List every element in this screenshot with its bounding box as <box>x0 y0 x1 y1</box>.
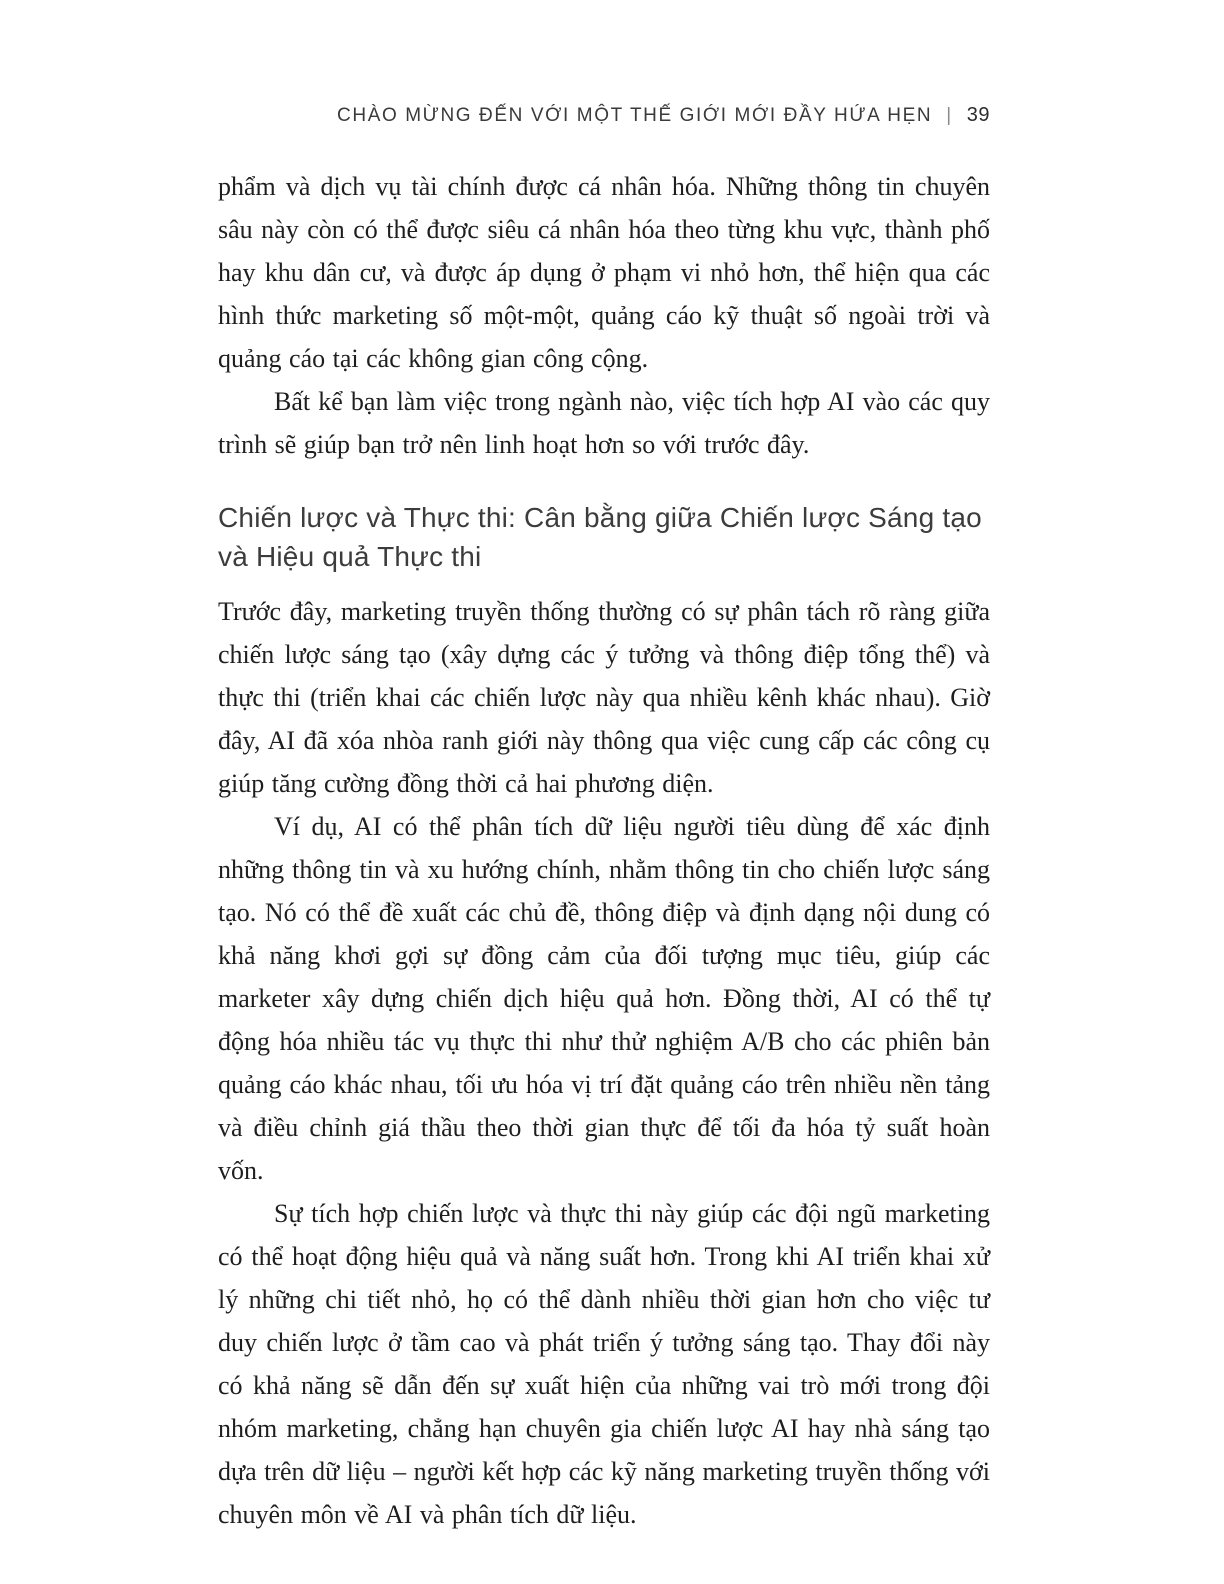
paragraph: phẩm và dịch vụ tài chính được cá nhân hóa. Những thông tin chuyên sâu này còn có thể được siêu cá nhân hóa theo từng khu vực, thành phố hay khu dân cư, và được áp dụng ở phạm vi nhỏ hơn, thể hiện qua các hình thức marketing số một-một, quảng cáo kỹ thuật số ngoài trời và quảng cáo tại các không gian công cộng. <box>218 172 990 373</box>
page-header <box>218 0 990 127</box>
page-number: 39 <box>966 104 990 126</box>
page-content <box>218 0 990 1536</box>
paragraph: Trước đây, marketing truyền thống thường có sự phân tách rõ ràng giữa chiến lược sáng tạo (xây dựng các ý tưởng và thông điệp tổng thể) và thực thi (triển khai các chiến lược này qua nhiều kênh khác nhau). Giờ đây, AI đã xóa nhòa ranh giới này thông qua việc cung cấp các công cụ giúp tăng cường đồng thời cả hai phương diện. <box>218 597 990 798</box>
paragraph: Ví dụ, AI có thể phân tích dữ liệu người tiêu dùng để xác định những thông tin và xu hướng chính, nhằm thông tin cho chiến lược sáng tạo. Nó có thể đề xuất các chủ đề, thông điệp và định dạng nội dung có khả năng khơi gợi sự đồng cảm của đối tượng mục tiêu, giúp các marketer xây dựng chiến dịch hiệu quả hơn. Đồng thời, AI có thể tự động hóa nhiều tác vụ thực thi như thử nghiệm A/B cho các phiên bản quảng cáo khác nhau, tối ưu hóa vị trí đặt quảng cáo trên nhiều nền tảng và điều chỉnh giá thầu theo thời gian thực để tối đa hóa tỷ suất hoàn vốn. <box>218 812 990 1185</box>
paragraph: Bất kể bạn làm việc trong ngành nào, việc tích hợp AI vào các quy trình sẽ giúp bạn trở nên linh hoạt hơn so với trước đây. <box>218 387 990 459</box>
header-divider: | <box>946 105 953 126</box>
paragraph: Sự tích hợp chiến lược và thực thi này giúp các đội ngũ marketing có thể hoạt động hiệu quả và năng suất hơn. Trong khi AI triển khai xử lý những chi tiết nhỏ, họ có thể dành nhiều thời gian hơn cho việc tư duy chiến lược ở tầm cao và phát triển ý tưởng sáng tạo. Thay đổi này có khả năng sẽ dẫn đến sự xuất hiện của những vai trò mới trong đội nhóm marketing, chẳng hạn chuyên gia chiến lược AI hay nhà sáng tạo dựa trên dữ liệu – người kết hợp các kỹ năng marketing truyền thống với chuyên môn về AI và phân tích dữ liệu. <box>218 1199 990 1529</box>
section-heading: Chiến lược và Thực thi: Cân bằng giữa Chiến lược Sáng tạo và Hiệu quả Thực thi <box>218 502 982 572</box>
running-title: CHÀO MỪNG ĐẾN VỚI MỘT THẾ GIỚI MỚI ĐẦY HỨA HẸN <box>337 105 933 126</box>
